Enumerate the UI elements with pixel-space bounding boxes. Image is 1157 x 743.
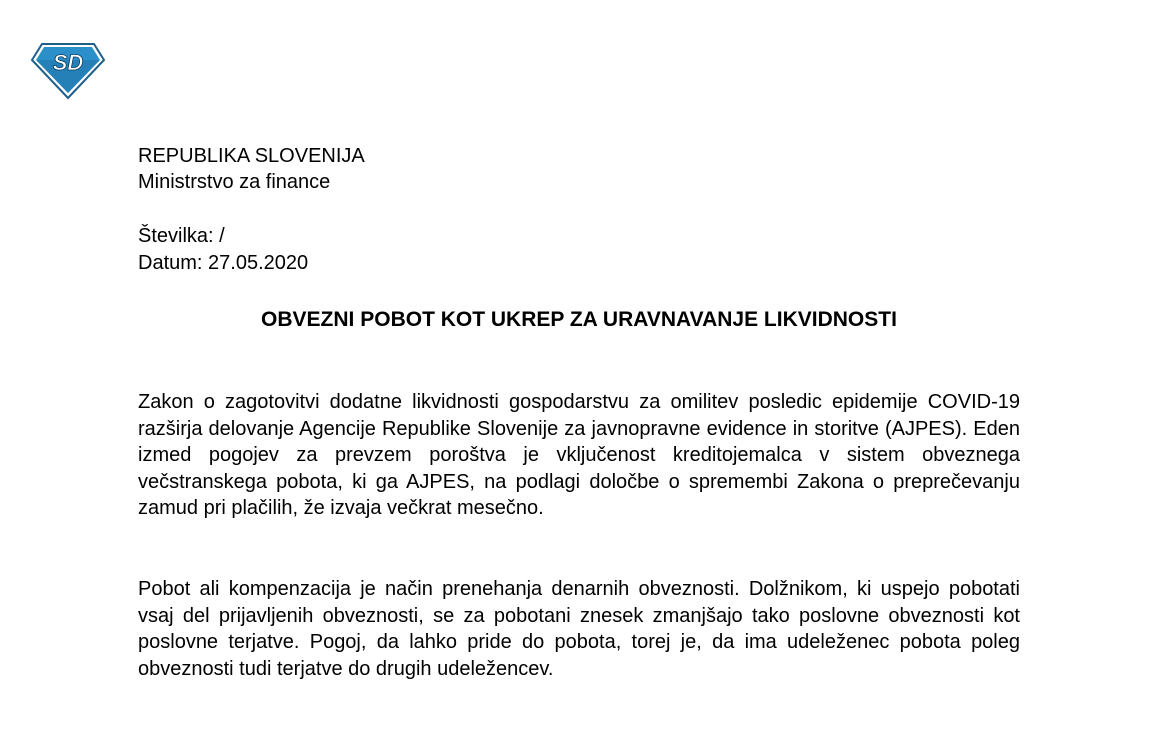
document-date: Datum: 27.05.2020 [138,252,309,274]
paragraph-2: Pobot ali kompenzacija je način prenehanja denarnih obveznosti. Dolžnikom, ki uspejo pobotati vsaj del prijavljenih obveznosti, se za pobotani znesek zmanjšajo tako poslovne obveznosti kot poslovne terjatve. Pogoj, da lahko pride do pobota, torej je, da ima udeleženec pobota poleg obveznosti tudi terjatve do drugih udeležencev. [138,578,1020,680]
document-meta [138,223,308,277]
logo-lettering: SD [52,50,84,75]
letterhead [138,143,365,195]
sd-diamond-logo-icon [30,40,106,100]
republic-name: REPUBLIKA SLOVENIJA [138,145,365,167]
paragraph-1: Zakon o zagotovitvi dodatne likvidnosti gospodarstvu za omilitev posledic epidemije COVID-19 razširja delovanje Agencije Republike Slovenije za javnopravne evidence in storitve (AJPES). Eden izmed pogojev za prevzem poroštva je vključenost kreditojemalca v sistem obveznega večstranskega pobota, ki ga AJPES, na podlagi določbe o spremembi Zakona o preprečevanju zamud pri plačilih, že izvaja večkrat mesečno. [138,391,1020,519]
document-title: OBVEZNI POBOT KOT UKREP ZA URAVNAVANJE LIKVIDNOSTI [261,308,897,331]
ministry-name: Ministrstvo za finance [138,171,331,193]
document-number: Številka: / [138,225,225,247]
